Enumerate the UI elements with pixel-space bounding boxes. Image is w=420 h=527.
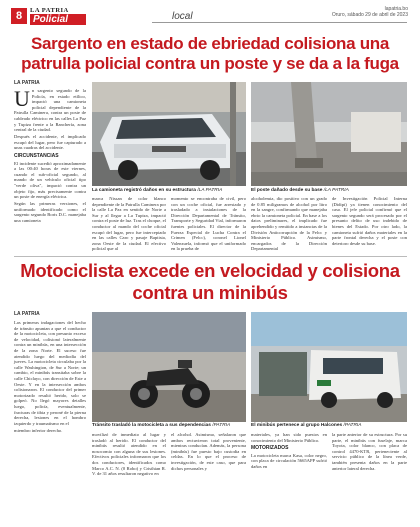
story1-subhead: CIRCUNSTANCIAS bbox=[14, 153, 59, 160]
story2-col4-text: el alcohol. Asimismo, señalaron que ambos rectuvieron total proveniente, mientras conducían. Además, la persona (minibús) fue puesto bajo custodia en celdas. En lo que el proceso de investigación, de este caso, que para dichos personales y bbox=[171, 432, 246, 471]
story1-column-3 bbox=[92, 196, 166, 253]
story2-photo-minibus bbox=[251, 312, 407, 422]
story1-col4-text: momento se encontraba de civil, pero con un coche oficial, fue arrestado y trasladado a instalaciones de la Dirección Departamental de Tránsito, Transporte y Seguridad Vial, informaron fuentes policiales. El director de la Fuerza Especial de Lucha Contra el Crimen (Felcc), coronel Lionel Valenzuela, informó que el uniformado en la prueba de bbox=[171, 196, 246, 252]
story1-p4: Según las primeras versiones, el uniformado identificado como el sargento segundo Boris D.C. manejaba una camioneta bbox=[14, 201, 86, 224]
story1-col3-text: marca Nissan de color blanco dependiente de la Patrulla Caminera por la calle La Paz en sentido de Norte a Sur y al llegar a La Tupiza, impactó contra el poste de luz. Tras el choque, el conductor al mando del coche oficial escapó del lugar, pero fue interceptado en las calles Caro y pasaje Baptista, zona Oeste de la ciudad. El efectivo policial que al bbox=[92, 196, 166, 252]
story-divider bbox=[14, 256, 407, 257]
page-number: 8 bbox=[11, 8, 27, 24]
story1-p3: El incidente sucedió aproximadamente a las 00:40 horas de este viernes, cuando el sub-oficial segundo, al mando de un vehículo oficial tipo "verde oliva", impactó contra un objeto fijo, más precisamente contra un poste de energía eléctrica. bbox=[14, 160, 86, 200]
story2-column-3 bbox=[92, 432, 166, 478]
page-header bbox=[0, 0, 420, 30]
story2-col2-text: miembro inferior derecho. bbox=[14, 427, 63, 433]
caption-text: La camioneta registró daños en su estructura bbox=[92, 188, 196, 193]
brand-logo bbox=[30, 7, 86, 25]
caption-text: El minibús pertenece al grupo Halcones bbox=[251, 423, 343, 428]
motorcycle-photo-art bbox=[92, 312, 246, 422]
story1-p2: Después el accidente, el implicado escapó del lugar, pero fue capturado a unas cuadras del accidente. bbox=[14, 134, 86, 151]
story1-col5-text: alcoholemia, dio positivo con un grado de 0.85 miligramos de alcohol por litro en la sangre, confirmando que manejaba ebrio la camioneta policial. En base a los datos preliminares, el implicado fue aprehendido y remitido a instancias de la División Anticorrupción de la Felcc y Ministerio Público. Asimismo, encargados de la Dirección Departamental bbox=[251, 196, 327, 252]
story2-col5-text: materiales, ya han sido puestos en conocimiento del Ministerio Público. bbox=[251, 432, 327, 443]
story2-source: LA PATRIA bbox=[14, 311, 40, 317]
caption-credit: /LA PATRIA bbox=[197, 188, 223, 193]
brand-section: Policial bbox=[30, 14, 86, 25]
story2-subhead: MOTORIZADOS bbox=[251, 445, 289, 452]
story1-source: LA PATRIA bbox=[14, 80, 40, 86]
story2-col1-text: Las primeras indagaciones del hecho de tránsito apuntan a que el conductor de la motocicleta, con presunto exceso de velocidad, colisionó lateralmente contra un minibús, en una intersección de la zona Norte. El suceso fue atendido luego del mediodía del jueves. La motocicleta circulaba por la calle Washington, de Sur a Norte; un cambio, el minibús transitaba sobre la calle Chiclayo, con dirección de Este a Oeste. Y en la intersección ambos colisionaron. El conductor del primer motorizado resultó herido, solo se golpeó. No llegó mayores detalles luego, policía, eventualmente, fracturas de tibia y peroné de la pierna derecha, lesiones en el hombro izquierdo y traumatismo en el bbox=[14, 320, 86, 426]
story1-headline: Sargento en estado de ebriedad colisiona una patrulla policial contra un poste y se da a la fuga bbox=[21, 34, 399, 73]
brand-top: LA PATRIA bbox=[30, 7, 69, 14]
story2-column-4 bbox=[171, 432, 246, 473]
story1-intro: n sargento segundo de la Policía, en estado etílico, impactó una camioneta policial dependiente de la Patrulla Caminera, contra un poste de cableado eléctrico en las calles La Paz y Tupiza frente a la Ranchería, zona central de la ciudad. bbox=[14, 88, 86, 133]
pole-photo-art bbox=[251, 82, 407, 186]
story1-column-1 bbox=[14, 88, 86, 225]
caption-text: El poste dañado desde su base bbox=[251, 188, 323, 193]
minibus-photo-art bbox=[251, 312, 407, 422]
story2-headline: Motociclista excede en velocidad y colisiona contra un minibús bbox=[20, 260, 400, 303]
story1-column-5 bbox=[251, 196, 327, 253]
header-meta bbox=[332, 6, 408, 18]
story2-col6-text: la parte anterior de su estructura. Por su parte, el minibús con fuselaje, marca Toyota, color blanco, con placa de control 4470-KTR, perteneciente al servicio público de la línea verde, también presenta daños en la parte anterior lateral derecha. bbox=[332, 432, 407, 471]
truck-photo-art bbox=[92, 82, 246, 186]
header-rule bbox=[152, 22, 407, 23]
story2-column-1 bbox=[14, 320, 86, 435]
issue-date: Oruro, sábado 29 de abril de 2023 bbox=[331, 12, 408, 18]
site-name: lapatria.bo bbox=[384, 6, 408, 12]
caption-credit: /LA PATRIA bbox=[323, 188, 349, 193]
story2-col5b-text: La motocicleta marca Kasa, color negro, con placa de circulación 5665APP sufrió daños en bbox=[251, 452, 327, 469]
caption-text: Tránsito trasladó la motocicleta a sus dependencias bbox=[92, 423, 211, 428]
story1-col6-text: de Investigación Policial Interna (Didipi) ya tienen conocimiento del caso. El jefe policial confirmó que el sargento segundo será procesado por el presunto delito de uso indebido de bienes del Estado. Por otro lado, la camioneta sufrió daños materiales en la parte frontal derecha y el poste con deterioro desde su base. bbox=[332, 196, 407, 246]
story1-photo-truck bbox=[92, 82, 246, 186]
story1-caption-2 bbox=[251, 188, 407, 194]
caption-credit: /PATRIA bbox=[212, 423, 231, 428]
story1-column-6 bbox=[332, 196, 407, 248]
caption-credit: /PATRIA bbox=[343, 423, 362, 428]
story1-photo-pole bbox=[251, 82, 407, 186]
dropcap: U bbox=[14, 86, 30, 111]
story2-caption-2 bbox=[251, 423, 407, 429]
story1-caption-1 bbox=[92, 188, 246, 194]
story2-column-5 bbox=[251, 432, 327, 471]
story2-col3-text: movilizó de inmediato al lugar y trasladó al herido. El conductor del minibús resultó atendido en el nosocomio con alguna de sus lesiones. Efectivos policiales informaron que los dos conductores, identificados como Marco A.C. N. (0 Robo) y Cristhian R. V. de 31 años resultaron negativo en bbox=[92, 432, 166, 477]
story2-photo-motorcycle bbox=[92, 312, 246, 422]
section-label: local bbox=[172, 11, 193, 22]
story2-column-6 bbox=[332, 432, 407, 473]
story2-caption-1 bbox=[92, 423, 246, 429]
story1-column-4 bbox=[171, 196, 246, 253]
